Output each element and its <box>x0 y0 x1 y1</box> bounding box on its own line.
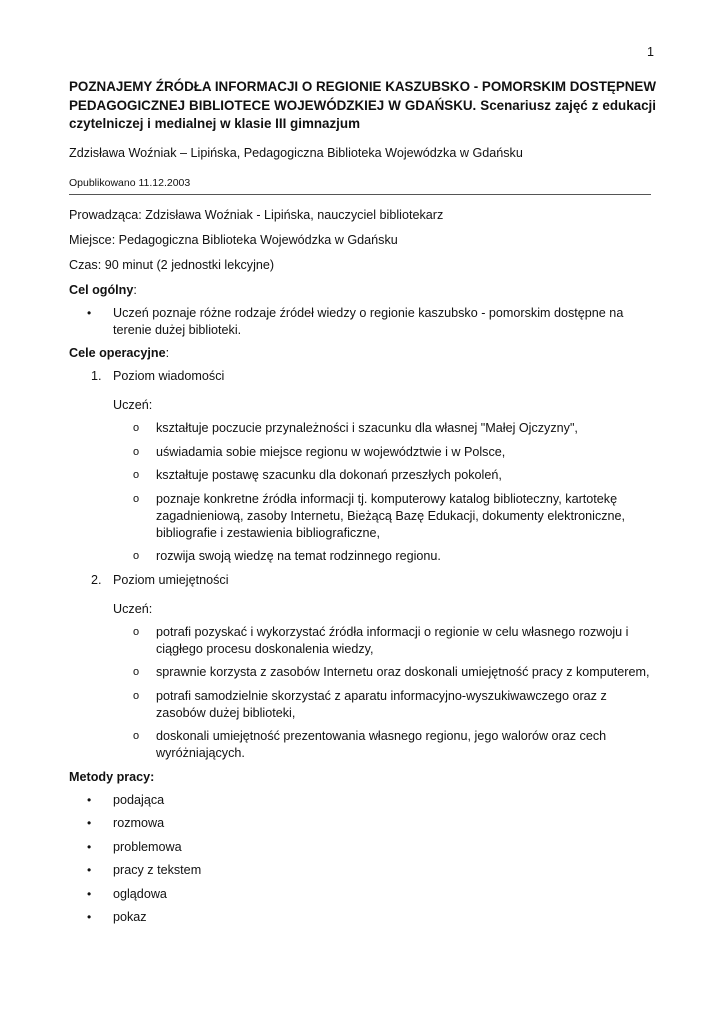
list-item-text: kształtuje poczucie przynależności i szacunku dla własnej "Małej Ojczyzny", <box>156 421 578 435</box>
general-goal-list <box>69 305 656 339</box>
list-item-text: potrafi pozyskać i wykorzystać źródła informacji o regionie w celu własnego rozwoju i ciągłego procesu doskonalenia wiedzy, <box>156 624 629 656</box>
document-body <box>69 78 656 933</box>
list-item-text: poznaje konkretne źródła informacji tj. komputerowy katalog biblioteczny, kartotekę zagadnieniową, zasoby Internetu, Bieżącą Bazę Edukacji, dokumenty elektroniczne, bibliografie i zestawienia bibliograficzne, <box>156 491 626 540</box>
list-item <box>69 792 656 809</box>
document-title: POZNAJEMY ŹRÓDŁA INFORMACJI O REGIONIE KASZUBSKO - POMORSKIM DOSTĘPNEW PEDAGOGICZNEJ BIBLIOTECE WOJEWÓDZKIEJ W GDAŃSKU. Scenariusz zajęć z edukacji czytelniczej i medialnej w klasie III gimnazjum <box>69 79 656 131</box>
lesson-time: Czas: 90 minut (2 jednostki lekcyjne) <box>69 257 275 272</box>
horizontal-rule <box>69 194 651 195</box>
list-item-text: oglądowa <box>113 886 167 901</box>
list-item-text: pracy z tekstem <box>113 863 202 877</box>
circle-bullet-icon: o <box>133 730 140 742</box>
bullet-icon: • <box>87 839 92 854</box>
publication-date: Opublikowano 11.12.2003 <box>69 176 191 189</box>
general-goal-colon: : <box>133 282 137 297</box>
general-goal-heading <box>69 282 656 299</box>
level-title: Poziom wiadomości <box>113 369 225 383</box>
bullet-icon: • <box>87 910 92 924</box>
circle-bullet-icon: o <box>133 666 140 678</box>
circle-bullet-icon: o <box>133 550 140 562</box>
lesson-place: Miejsce: Pedagogiczna Biblioteka Wojewódzka w Gdańsku <box>69 232 398 247</box>
circle-bullet-icon: o <box>133 422 140 434</box>
level-knowledge <box>69 368 656 565</box>
page-number: 1 <box>646 45 654 59</box>
list-item-text: rozmowa <box>113 816 165 830</box>
list-number: 1. <box>91 369 102 383</box>
operational-goals-label: Cele operacyjne <box>69 346 166 360</box>
list-item <box>113 664 656 681</box>
bullet-icon: • <box>87 863 92 877</box>
circle-bullet-icon: o <box>133 689 140 702</box>
list-item-text: doskonali umiejętność prezentowania własnego regionu, jego walorów oraz cech wyróżniających. <box>156 729 607 760</box>
student-label: Uczeń: <box>113 398 153 412</box>
list-item <box>69 815 656 832</box>
list-item <box>69 886 656 903</box>
general-goal-label: Cel ogólny <box>69 282 134 297</box>
level-title: Poziom umiejętności <box>113 572 229 587</box>
operational-goals-colon: : <box>165 346 170 360</box>
list-item <box>113 548 656 565</box>
list-number: 2. <box>91 572 102 587</box>
list-item <box>69 839 656 856</box>
operational-goals-heading <box>69 345 656 362</box>
list-item-text: Uczeń poznaje różne rodzaje źródeł wiedzy o regionie kaszubsko - pomorskim dostępne na terenie dużej biblioteki. <box>113 305 624 337</box>
skills-goals <box>113 624 656 763</box>
list-item-text: problemowa <box>113 839 182 854</box>
author-line: Zdzisława Woźniak – Lipińska, Pedagogiczna Biblioteka Wojewódzka w Gdańsku <box>69 145 523 160</box>
list-item-text: podająca <box>113 792 165 807</box>
list-item-text: sprawnie korzysta z zasobów Internetu oraz doskonali umiejętność pracy z komputerem, <box>156 665 650 679</box>
list-item <box>69 909 656 926</box>
bullet-icon: • <box>87 816 92 830</box>
list-item-text: uświadamia sobie miejsce regionu w województwie i w Polsce, <box>156 444 506 459</box>
circle-bullet-icon: o <box>133 492 140 505</box>
student-label: Uczeń: <box>113 601 153 616</box>
list-item <box>113 688 656 722</box>
circle-bullet-icon: o <box>133 625 140 638</box>
circle-bullet-icon: o <box>133 469 140 481</box>
bullet-icon: • <box>87 886 92 901</box>
bullet-icon: • <box>87 792 92 807</box>
list-item <box>113 444 656 461</box>
list-item-text: rozwija swoją wiedzę na temat rodzinnego regionu. <box>156 549 441 563</box>
list-item-text: kształtuje postawę szacunku dla dokonań przeszłych pokoleń, <box>156 468 502 482</box>
knowledge-goals <box>113 420 656 565</box>
list-item <box>113 491 656 542</box>
level-skills <box>69 572 656 763</box>
list-item <box>113 420 656 437</box>
list-item <box>113 728 656 762</box>
list-item <box>113 624 656 658</box>
list-item <box>69 862 656 879</box>
list-item <box>69 305 656 339</box>
bullet-icon: • <box>87 305 92 320</box>
list-item <box>113 467 656 484</box>
methods-heading: Metody pracy: <box>69 769 155 784</box>
circle-bullet-icon: o <box>133 445 140 458</box>
list-item-text: pokaz <box>113 910 147 924</box>
lead-teacher: Prowadząca: Zdzisława Woźniak - Lipińska, nauczyciel bibliotekarz <box>69 207 444 222</box>
operational-goals-list <box>69 368 656 762</box>
methods-list <box>69 792 656 927</box>
list-item-text: potrafi samodzielnie skorzystać z aparatu informacyjno-wyszukiwawczego oraz z zasobów dużej biblioteki, <box>156 688 607 720</box>
